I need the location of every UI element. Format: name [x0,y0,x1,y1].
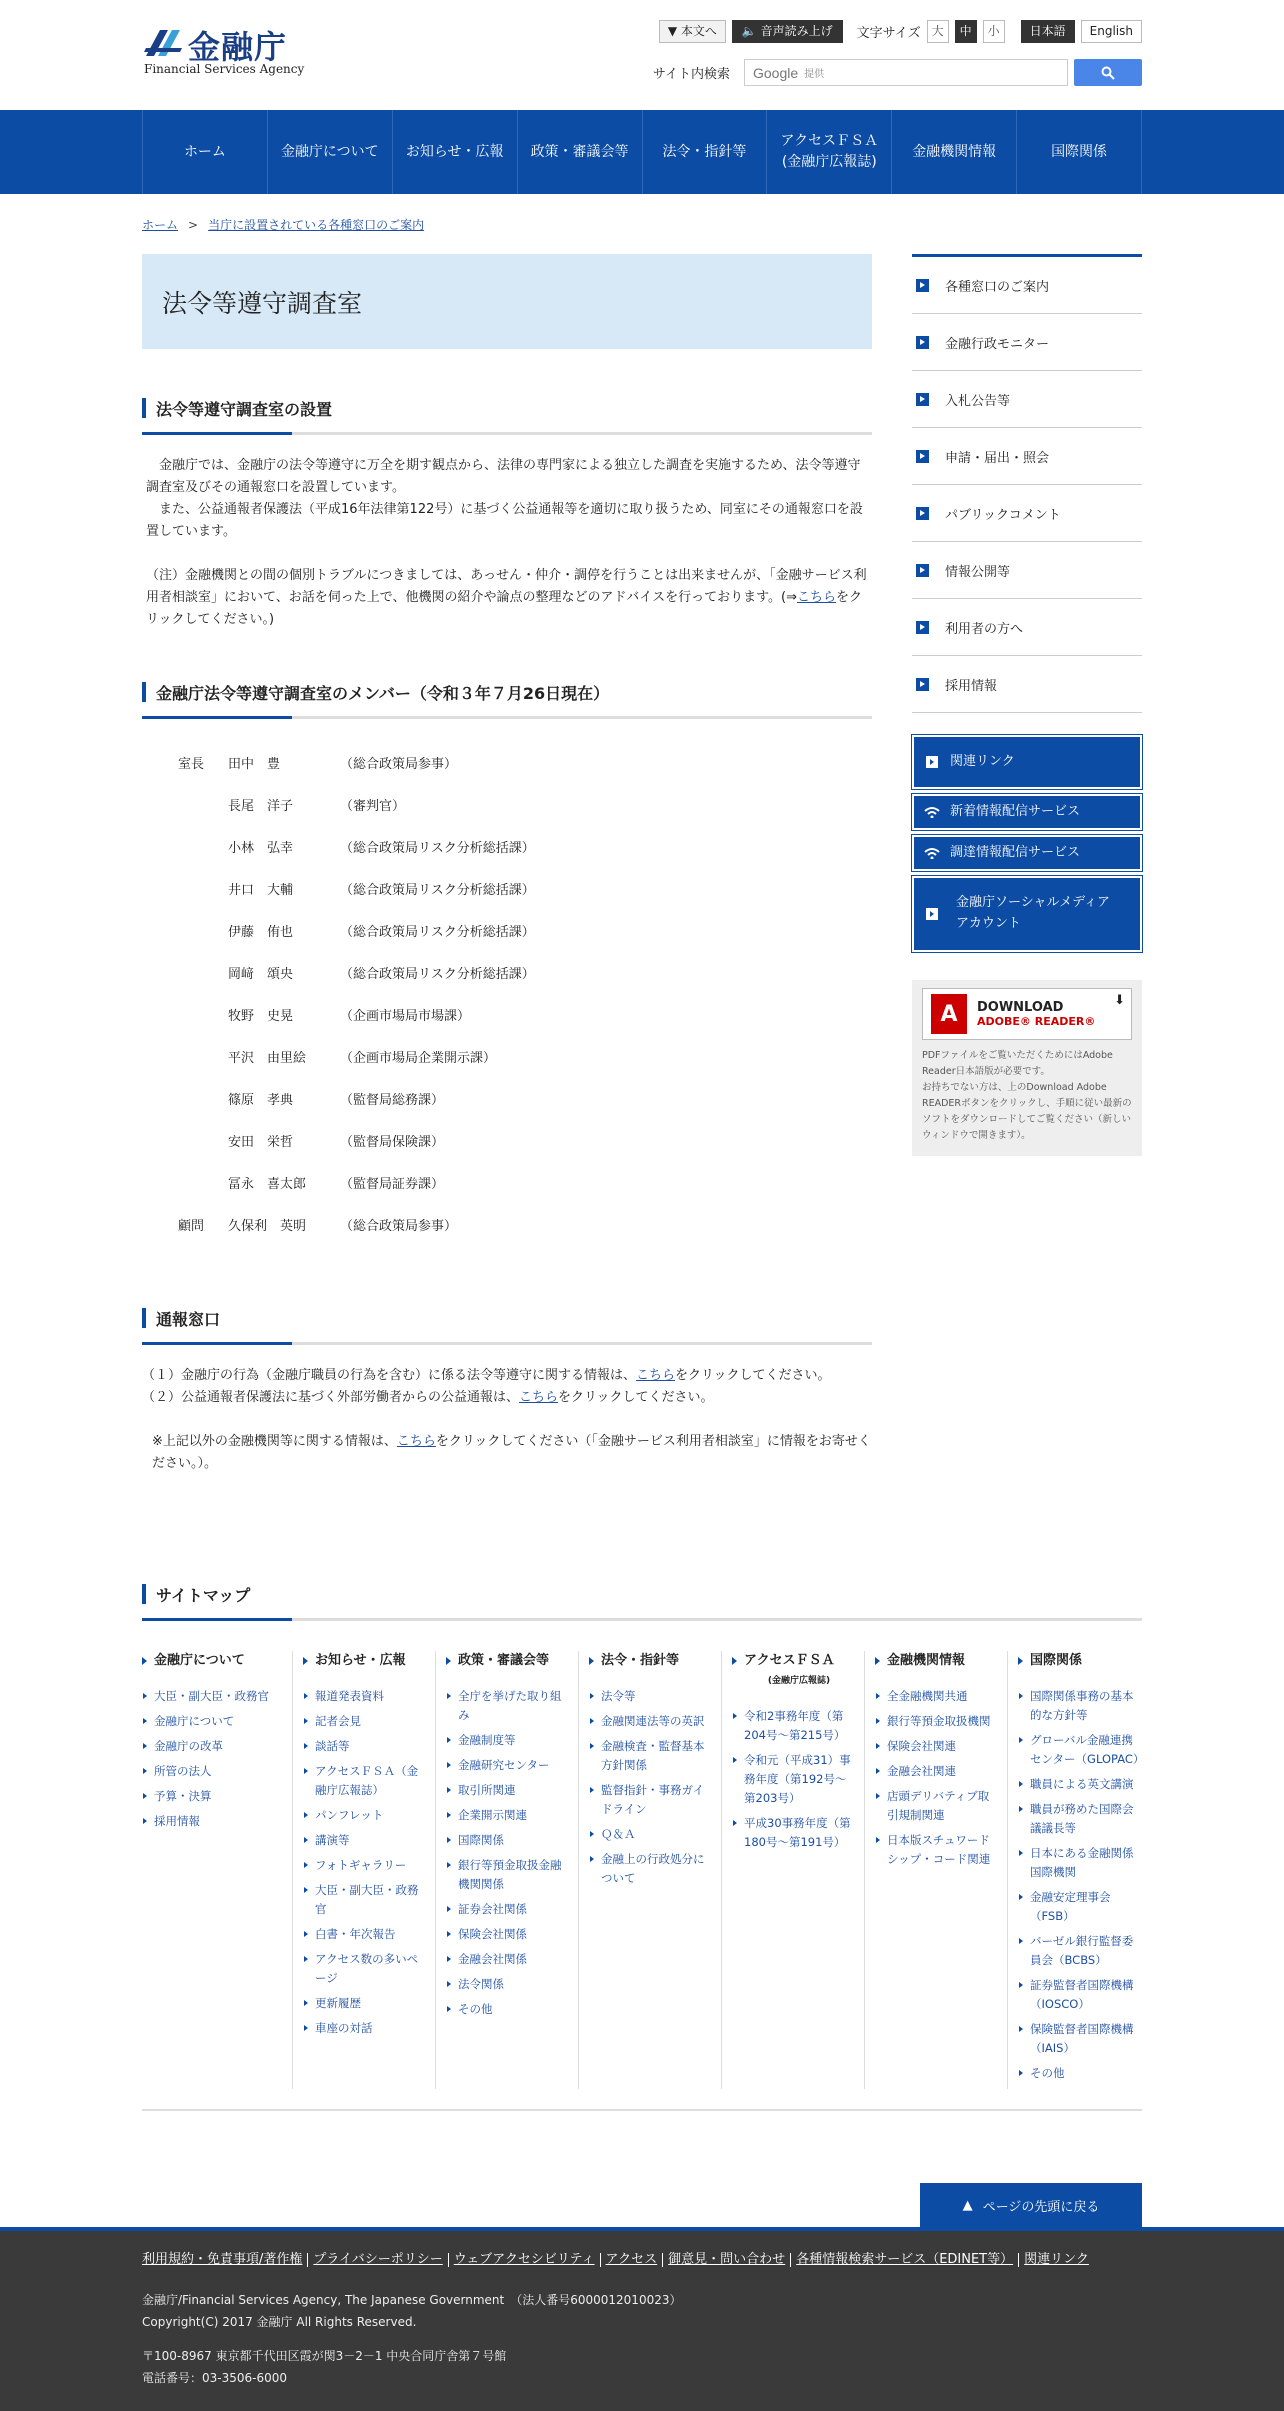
sitemap-col-laws [578,1651,721,2089]
sitemap-link[interactable]: 職員が務めた国際会議議長等 [1018,1800,1142,1838]
sitemap-link[interactable]: アクセスＦＳＡ（金融庁広報誌） [303,1762,425,1800]
member-title: （審判官） [340,799,406,814]
sitemap-link[interactable]: 大臣・副大臣・政務官 [303,1881,425,1919]
member-role: 顧問 [178,1219,205,1234]
sitemap-link[interactable]: 銀行等預金取扱機関 [875,1712,997,1731]
sidebar-item-label: 入札公告等 [945,393,1011,409]
sitemap-link[interactable]: 保険監督者国際機構（IAIS） [1018,2020,1142,2058]
gnav-access-fsa[interactable]: アクセスＦＳＡ (金融庁広報誌) [767,110,892,194]
breadcrumb-home-link[interactable]: ホーム [142,218,179,232]
main-content [142,254,872,1475]
member-title: （総合政策局リスク分析総括課） [340,883,535,898]
skip-label: 本文へ [680,24,717,38]
footer-copyright: Copyright(C) 2017 金融庁 All Rights Reserved. [142,2315,417,2329]
sitemap-link[interactable]: 証券会社関係 [446,1900,568,1919]
footer-link-accessibility[interactable]: ウェブアクセシビリティ [448,2253,600,2267]
footer-phone: 電話番号：03-3506-6000 [142,2371,288,2385]
section-heading-report: 通報窓口 [142,1307,872,1345]
sidebar-item-label: 金融行政モニター [945,336,1050,352]
sitemap-link[interactable]: 保険会社関係 [446,1925,568,1944]
sitemap-link[interactable]: 監督指針・事務ガイドライン [589,1781,711,1819]
sitemap [142,1583,1145,2111]
back-to-top-button[interactable] [920,2183,1142,2227]
gnav-policy[interactable]: 政策・審議会等 [518,110,643,194]
member-row [142,1131,872,1173]
setup-paragraph [142,455,872,543]
report-link-2[interactable]: こちら [519,1390,559,1405]
related-links-label: 関連リンク [950,753,1015,769]
sitemap-link[interactable]: 職員による英文講演 [1018,1775,1142,1794]
report-link-1[interactable]: こちら [636,1368,676,1383]
search-button[interactable] [1074,59,1142,86]
sitemap-columns [142,1651,1145,2111]
member-name: 井口 大輔 [228,883,294,898]
member-role [142,1089,228,1131]
procurement-feed-label: 調達情報配信サービス [950,844,1081,860]
member-name: 安田 栄哲 [228,1135,294,1150]
page-title: 法令等遵守調査室 [142,254,872,349]
breadcrumb-current-link[interactable]: 当庁に設置されている各種窓口のご案内 [208,218,425,232]
report-line-1-post: をクリックしてください。 [675,1368,831,1383]
member-row [142,1089,872,1131]
arrow-square-icon [916,393,929,406]
sitemap-link[interactable]: その他 [1018,2064,1142,2083]
sitemap-link[interactable]: 金融上の行政処分について [589,1850,711,1888]
fontsize-large-button[interactable]: 大 [927,20,949,43]
sidebar-nav [912,254,1142,713]
arrow-square-icon [926,908,938,920]
sitemap-link[interactable]: その他 [446,2000,568,2019]
member-title: （総合政策局リスク分析総括課） [340,925,535,940]
footer-link-access[interactable]: アクセス [600,2253,663,2267]
member-title: （企画市場局企業開示課） [340,1051,497,1066]
gnav-about[interactable]: 金融庁について [268,110,393,194]
sitemap-link[interactable]: 金融検査・監督基本方針関係 [589,1737,711,1775]
member-row [142,795,872,837]
sitemap-link[interactable]: 令和元（平成31）事務年度（第192号～第203号） [732,1751,854,1808]
sitemap-col-about [142,1651,292,2089]
google-text: Google [753,64,799,81]
report-line-1-pre: （１）金融庁の行為（金融庁職員の行為を含む）に係る法令等遵守に関する情報は、 [142,1368,637,1383]
breadcrumb-separator: > [188,218,199,232]
sitemap-link[interactable]: 記者会見 [303,1712,425,1731]
sidebar-item-label: 採用情報 [945,678,998,694]
member-row [142,1215,872,1257]
sidebar-item-public-comment[interactable] [912,485,1142,542]
sidebar-item-label: 利用者の方へ [945,621,1024,637]
related-links-button[interactable] [912,735,1142,789]
sitemap-col-title[interactable] [732,1651,854,1691]
sidebar-item-monitor[interactable] [912,314,1142,371]
sidebar-item-users[interactable] [912,599,1142,656]
member-name: 岡﨑 頌央 [228,967,294,982]
footer-link-terms[interactable]: 利用規約・免責事項/著作権 [142,2252,303,2267]
adobe-download-button[interactable] [922,988,1132,1040]
sitemap-col-news [292,1651,435,2089]
member-title: （企画市場局市場課） [340,1009,471,1024]
member-title: （総合政策局リスク分析総括課） [340,841,535,856]
fontsize-medium-button[interactable]: 中 [955,20,977,43]
sitemap-link[interactable]: 全庁を挙げた取り組み [446,1687,568,1725]
search-icon [1101,66,1115,80]
sitemap-link[interactable]: バーゼル銀行監督委員会（BCBS） [1018,1932,1142,1970]
sidebar-item-label: 情報公開等 [945,564,1011,580]
sidebar [912,254,1142,1475]
site-footer [0,2227,1284,2411]
note-text-pre: （注）金融機関との間の個別トラブルにつきましては、あっせん・仲介・調停を行うことは出来ませんが、「金融サービス利用者相談室」において、お話を伺った上で、他機関の紹介や論点の整理などのアドバイスを行っております。(⇒ [146,568,867,605]
member-role [142,921,228,963]
member-name: 冨永 喜太郎 [228,1177,307,1192]
sidebar-item-bids[interactable] [912,371,1142,428]
sitemap-col-title[interactable]: 法令・指針等 [589,1651,711,1671]
member-row [142,1047,872,1089]
section-heading-setup: 法令等遵守調査室の設置 [142,397,872,435]
sitemap-link[interactable]: 日本版スチュワードシップ・コード関連 [875,1831,997,1869]
back-to-top-label: ページの先頭に戻る [982,2199,1100,2215]
sitemap-link[interactable]: 令和2事務年度（第204号～第215号） [732,1707,854,1745]
sitemap-col-title[interactable]: 国際関係 [1018,1651,1142,1671]
sitemap-col-title[interactable]: 金融庁について [142,1651,282,1671]
footer-link-privacy[interactable]: プライバシーポリシー [307,2253,447,2267]
gnav-international[interactable]: 国際関係 [1017,110,1142,194]
sitemap-link[interactable]: 大臣・副大臣・政務官 [142,1687,282,1706]
sidebar-item-label: 各種窓口のご案内 [945,279,1050,295]
footer-agency-name: 金融庁/Financial Services Agency, The Japanese Government （法人番号6000012010023） [142,2293,682,2307]
sitemap-link[interactable]: 採用情報 [142,1812,282,1831]
sitemap-link[interactable]: 講演等 [303,1831,425,1850]
gnav-home[interactable]: ホーム [143,110,268,194]
breadcrumb [142,194,1142,254]
section-heading-members: 金融庁法令等遵守調査室のメンバー（令和３年７月26日現在） [142,681,872,719]
member-title: （監督局保険課） [340,1135,445,1150]
search-label: サイト内検索 [652,67,730,82]
gnav-news[interactable]: お知らせ・広報 [393,110,518,194]
adobe-reader-box [912,980,1142,1156]
sitemap-col-policy [435,1651,578,2089]
sitemap-link[interactable]: パンフレット [303,1806,425,1825]
member-row [142,879,872,921]
sitemap-link[interactable]: 金融関連法等の英訳 [589,1712,711,1731]
sitemap-col-subtitle: (金融庁広報誌) [767,1676,831,1686]
sidebar-item-recruit[interactable] [912,656,1142,713]
setup-text-2: また、公益通報者保護法（平成16年法律第122号）に基づく公益通報等を適切に取り扱うため、同室にその通報窓口を設置しています。 [146,502,863,539]
fontsize-label: 文字サイズ [856,26,921,41]
footer-info [142,2289,1142,2389]
voice-label: 音声読み上げ [760,24,833,38]
member-title: （監督局総務課） [340,1093,445,1108]
fontsize-small-button[interactable]: 小 [983,20,1005,43]
news-feed-label: 新着情報配信サービス [950,803,1081,819]
member-title: （総合政策局参事） [340,1219,458,1234]
member-role [142,1173,228,1215]
logo-en-text: Financial Services Agency [144,62,305,76]
member-title: （総合政策局参事） [340,757,458,772]
adobe-reader-text: ADOBE® READER® [977,1015,1096,1029]
sidebar-item-applications[interactable] [912,428,1142,485]
sitemap-link[interactable]: 日本にある金融関係国際機関 [1018,1844,1142,1882]
footer-link-edinet[interactable]: 各種情報検索サービス（EDINET等） [790,2253,1018,2267]
sitemap-link[interactable]: 白書・年次報告 [303,1925,425,1944]
member-name: 平沢 由里絵 [228,1051,307,1066]
report-line-2-post: をクリックしてください。 [558,1390,714,1405]
fsa-logo-mark-icon [144,26,184,60]
download-arrow-icon: ⬇ [1114,993,1125,1008]
member-row [142,1005,872,1047]
sitemap-heading: サイトマップ [142,1583,1142,1621]
sitemap-col-access-fsa [721,1651,864,2089]
sitemap-col-international [1007,1651,1145,2089]
adobe-logo-icon: A [931,994,967,1034]
arrow-square-icon [926,756,938,768]
sitemap-link[interactable]: 平成30事務年度（第180号～第191号） [732,1814,854,1852]
note-link[interactable]: こちら [797,590,837,605]
member-role [142,1131,228,1173]
adobe-description: PDFファイルをご覧いただくためにはAdobe Reader日本語版が必要です。 お持ちでない方は、上のDownload Adobe READERボタンをクリックし、手順に従い最新のソフトをダウンロードしてご覧ください（新しいウィンドウで開きます）。 [922,1050,1132,1141]
arrow-square-icon [916,336,929,349]
procurement-feed-button[interactable] [912,835,1142,871]
site-header [142,0,1142,110]
logo-jp-text: 金融庁 [188,28,288,66]
sitemap-link[interactable]: 金融会社関連 [875,1762,997,1781]
gnav-institutions[interactable]: 金融機関情報 [892,110,1017,194]
sitemap-link[interactable]: 法令等 [589,1687,711,1706]
member-name: 小林 弘幸 [228,841,294,856]
sitemap-link[interactable]: 所管の法人 [142,1762,282,1781]
sidebar-item-windows[interactable] [912,257,1142,314]
member-name: 久保利 英明 [228,1219,307,1234]
sidebar-item-disclosure[interactable] [912,542,1142,599]
sitemap-col-title[interactable]: 金融機関情報 [875,1651,997,1671]
search-input[interactable] [744,59,1068,86]
sitemap-link[interactable]: グローバル金融連携センター（GLOPAC） [1018,1731,1142,1769]
lang-ja-button[interactable]: 日本語 [1021,20,1075,43]
member-row [142,1173,872,1215]
sitemap-link[interactable]: 全金融機関共通 [875,1687,997,1706]
setup-text-1: 金融庁では、金融庁の法令等遵守に万全を期す観点から、法律の専門家による独立した調査を実施するため、法令等遵守調査室及びその通報窓口を設置しています。 [146,458,861,495]
sitemap-link[interactable]: 保険会社関連 [875,1737,997,1756]
report-paragraph [142,1365,872,1475]
member-name: 長尾 洋子 [228,799,294,814]
sidebar-item-label: パブリックコメント [945,507,1061,523]
sitemap-link[interactable]: 金融会社関係 [446,1950,568,1969]
sitemap-link[interactable]: 証券監督者国際機構（IOSCO） [1018,1976,1142,2014]
sitemap-link[interactable]: 車座の対話 [303,2019,425,2038]
adobe-download-text: DOWNLOAD [977,999,1064,1015]
arrow-square-icon [916,678,929,691]
sitemap-link[interactable]: 報道発表資料 [303,1687,425,1706]
header-tools [659,20,1142,43]
sitemap-link[interactable]: Ｑ＆Ａ [589,1825,711,1844]
member-title: （監督局証券課） [340,1177,445,1192]
member-role [142,963,228,1005]
report-line-2 [142,1387,872,1409]
note-text-post: をクリックしてください。) [146,590,863,627]
sitemap-link[interactable]: 店頭デリバティブ取引規制関連 [875,1787,997,1825]
sitemap-link[interactable]: 金融安定理事会（FSB） [1018,1888,1142,1926]
rss-icon [924,806,940,818]
triangle-up-icon: ▲ [962,2197,973,2213]
arrow-square-icon [916,507,929,520]
member-row [142,753,872,795]
sitemap-link[interactable]: 国際関係事務の基本的な方針等 [1018,1687,1142,1725]
sitemap-col-title[interactable]: お知らせ・広報 [303,1651,425,1671]
member-title: （総合政策局リスク分析総括課） [340,967,535,982]
member-name: 牧野 史晃 [228,1009,294,1024]
sitemap-col-title-text: アクセスＦＳＡ [744,1653,835,1668]
arrow-square-icon [916,450,929,463]
sitemap-link[interactable]: 金融制度等 [446,1731,568,1750]
members-list [142,753,872,1257]
member-row [142,963,872,1005]
sitemap-link[interactable]: 金融研究センター [446,1756,568,1775]
sitemap-link[interactable]: 取引所関連 [446,1781,568,1800]
report-line-3 [142,1431,872,1475]
sitemap-link[interactable]: 国際関係 [446,1831,568,1850]
report-line-2-pre: （２）公益通報者保護法に基づく外部労働者からの公益通報は、 [142,1390,520,1405]
search-area [653,59,1142,86]
sitemap-link[interactable]: 企業開示関連 [446,1806,568,1825]
sitemap-link[interactable]: 談話等 [303,1737,425,1756]
speaker-icon: 🔈 [741,24,757,38]
sitemap-link[interactable]: 金融庁の改革 [142,1737,282,1756]
member-row [142,837,872,879]
sitemap-link[interactable]: フォトギャラリー [303,1856,425,1875]
member-name: 篠原 孝典 [228,1093,294,1108]
report-line-3-post: をクリックしてください（「金融サービス利用者相談室」に情報をお寄せください。）。 [152,1434,871,1471]
sitemap-col-title[interactable]: 政策・審議会等 [446,1651,568,1671]
social-media-button[interactable] [912,876,1142,952]
sidebar-item-label: 申請・届出・照会 [945,450,1050,466]
social-media-label: 金融庁ソーシャルメディアアカウント [956,895,1111,931]
member-row [142,921,872,963]
footer-link-contact[interactable]: 御意見・問い合わせ [662,2253,790,2267]
skip-to-content-button[interactable]: ▼ 本文へ [659,20,726,43]
member-role [142,837,228,879]
sitemap-col-institutions [864,1651,1007,2089]
member-role [142,1047,228,1089]
news-feed-button[interactable] [912,794,1142,830]
lang-en-button[interactable]: English [1081,20,1142,43]
member-role: 室長 [178,757,205,772]
sitemap-link[interactable]: 銀行等預金取扱金融機関関係 [446,1856,568,1894]
member-name: 伊藤 侑也 [228,925,294,940]
arrow-square-icon [916,564,929,577]
report-line-3-pre: ※上記以外の金融機関等に関する情報は、 [152,1434,397,1449]
sitemap-link[interactable]: 更新履歴 [303,1994,425,2013]
sitemap-link[interactable]: 予算・決算 [142,1787,282,1806]
report-link-3[interactable]: こちら [396,1434,436,1449]
provided-text: 提供 [804,69,825,80]
footer-link-related[interactable]: 関連リンク [1018,2253,1094,2267]
member-name: 田中 豊 [228,757,281,772]
footer-links [142,2231,1142,2267]
voice-readout-button[interactable] [732,20,843,43]
fsa-logo[interactable] [142,22,312,82]
report-line-1 [142,1365,872,1387]
global-nav [0,110,1284,194]
footer-address: 〒100-8967 東京都千代田区霞が関3－2－1 中央合同庁舎第７号館 [142,2349,507,2363]
arrow-square-icon [916,279,929,292]
rss-icon [924,847,940,859]
member-role [142,879,228,921]
note-paragraph [142,565,872,631]
arrow-square-icon [916,621,929,634]
gnav-laws[interactable]: 法令・指針等 [643,110,768,194]
member-role [142,795,228,837]
sitemap-link[interactable]: 法令関係 [446,1975,568,1994]
member-role [142,1005,228,1047]
sitemap-link[interactable]: 金融庁について [142,1712,282,1731]
sitemap-link[interactable]: アクセス数の多いページ [303,1950,425,1988]
